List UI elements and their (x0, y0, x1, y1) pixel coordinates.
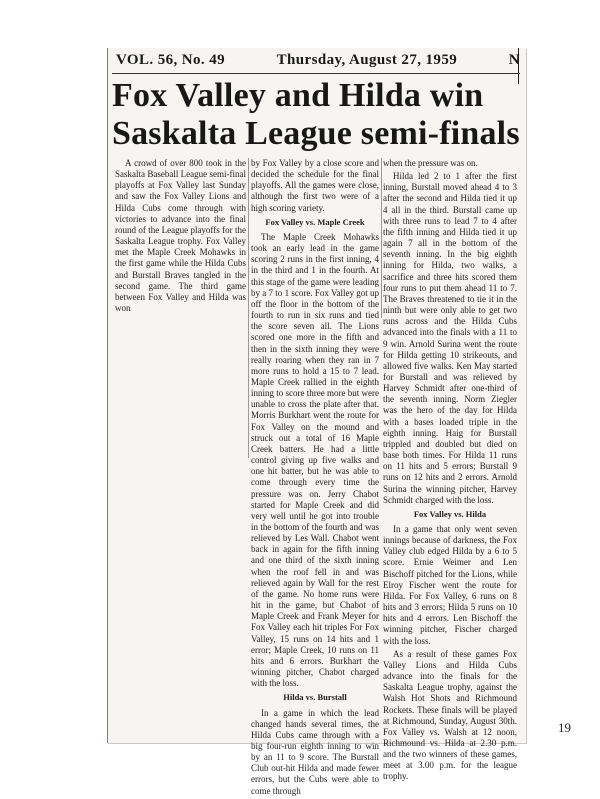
article-column-1 (115, 158, 246, 316)
headline (112, 77, 520, 153)
column-rule (381, 158, 382, 318)
paragraph: As a result of these games Fox Valley Lions and Hilda Cubs advance into the finals for the Saskalta League trophy, against the Walsh Hot Shots and Richmound Rockets. These finals will be played at Richmound, Sunday, August 30th. Fox Valley vs. Walsh at 12 noon, Richmound vs. Hilda at 2.30 p.m. and the two winners of these games, meet at 3.00 p.m. for the league trophy. (383, 648, 517, 782)
issue-date: Thursday, August 27, 1959 (276, 52, 458, 68)
paragraph: Hilda led 2 to 1 after the first inning, Burstall moved ahead 4 to 3 after the second and Hilda tied it up 4 all in the third. Burstall came up with three runs to lead 7 to 4 after the fifth inning and Hilda tied it up again 7 all in the bottom of the seventh inning. In the big eighth inning for Hilda, two walks, a sacrifice and three hits scored them four runs to put them ahead 11 to 7. The Braves threatened to tie it in the ninth but were only able to get two runs across and the Hilda Cubs advanced into the finals with a 11 to 9 win. Arnold Surina went the route for Hilda getting 10 strikeouts, and allowed five walks. Ken May started for Burstall and was relieved by Harvey Schmidt after one-third of the seventh inning. Norm Ziegler was the hero of the day for Hilda with a bases loaded triple in the eighth inning. Haig for Burstall trippled and doubled but died on base both times. For Hilda 11 runs on 11 hits and 5 errors; Burstall 9 runs on 12 hits and 2 errors. Arnold Surina the winning pitcher, Harvey Schmidt charged with the loss. (383, 171, 517, 505)
paragraph: In a game in which the lead changed hands several times, the Hilda Cubs came through with a big four-run eighth inning to win by an 11 to 9 score. The Burstall Club out-hit Hilda and made fewer errors, but the Cubs were able to come through (251, 707, 379, 796)
subheading: Fox Valley vs. Maple Creek (265, 216, 365, 227)
paragraph: by Fox Valley by a close score and decided the schedule for the final playoffs. All the games were close, although the first two were of a high scoring variety. (251, 158, 379, 213)
headline-line-2: Saskalta League semi-finals (112, 115, 520, 152)
subheading: Hilda vs. Burstall (283, 692, 347, 703)
column-rule (248, 158, 249, 458)
masthead-rule (112, 73, 520, 74)
headline-line-1: Fox Valley and Hilda win (112, 77, 484, 114)
paragraph: In a game that only went seven innings because of darkness, the Fox Valley club edged Hilda by a 6 to 5 score. Ernie Weimer and Len Bischoff pitched for the Lions, while Elroy Fischer went the route for Hilda. For Fox Valley, 6 runs on 8 hits and 3 errors; Hilda 5 runs on 10 hits and 4 errors. Len Bischoff the winning pitcher, Fischer charged with the loss. (383, 524, 517, 646)
masthead (116, 52, 520, 69)
masthead-edge-char: N (508, 52, 520, 68)
volume-number: VOL. 56, No. 49 (116, 52, 226, 68)
article-column-2 (251, 158, 379, 799)
article-column-3 (383, 158, 517, 785)
page-number: 19 (558, 720, 571, 735)
subheading: Fox Valley vs. Hilda (413, 508, 487, 519)
paragraph: A crowd of over 800 took in the Saskalta Baseball League semi-final playoffs at Fox Valley last Sunday and saw the Fox Valley Lions and Hilda Cubs come through with victories to advance into the final round of the League playoffs for the Saskalta League trophy. Fox Valley met the Maple Creek Mohawks in the first game while the Hilda Cubs and Burstall Braves tangled in the second game. The third game between Fox Valley and Hilda was won (115, 158, 246, 314)
paragraph: when the pressure was on. (383, 158, 478, 168)
paragraph: The Maple Creek Mohawks took an early lead in the game scoring 2 runs in the first inning, 4 in the third and 1 in the fourth. At this stage of the game were leading by a 7 to 1 score. Fox Valley got up off the floor in the bottom of the fourth to run in six runs and tied the score seven all. The Lions scored one more in the fifth and then in the sixth inning they were really roaring when they ran in 7 more runs to hold a 15 to 7 lead. Maple Creek rallied in the eighth inning to score three more but were unable to cross the plate after that. Morris Burkhart went the route for Fox Valley on the mound and struck out a total of 16 Maple Creek batters. He had a little control giving up five walks and one hit batter, but he was able to come through every time the pressure was on. Jerry Chabot started for Maple Creek and did very well until he got into trouble in the bottom of the fourth and was relieved by Les Wall. Chabot went back in again for the fifth inning and one third of the sixth inning when the roof fell in and was relieved again by Wall for the rest of the game. No home runs were hit in the game, but Chabot of Maple Creek and Frank Meyer for Fox Valley each hit triples For Fox Valley, 15 runs on 14 hits and 1 error; Maple Creek, 10 runs on 11 hits and 6 errors. Burkhart the winning pitcher, Chabot charged with the loss. (251, 231, 379, 689)
